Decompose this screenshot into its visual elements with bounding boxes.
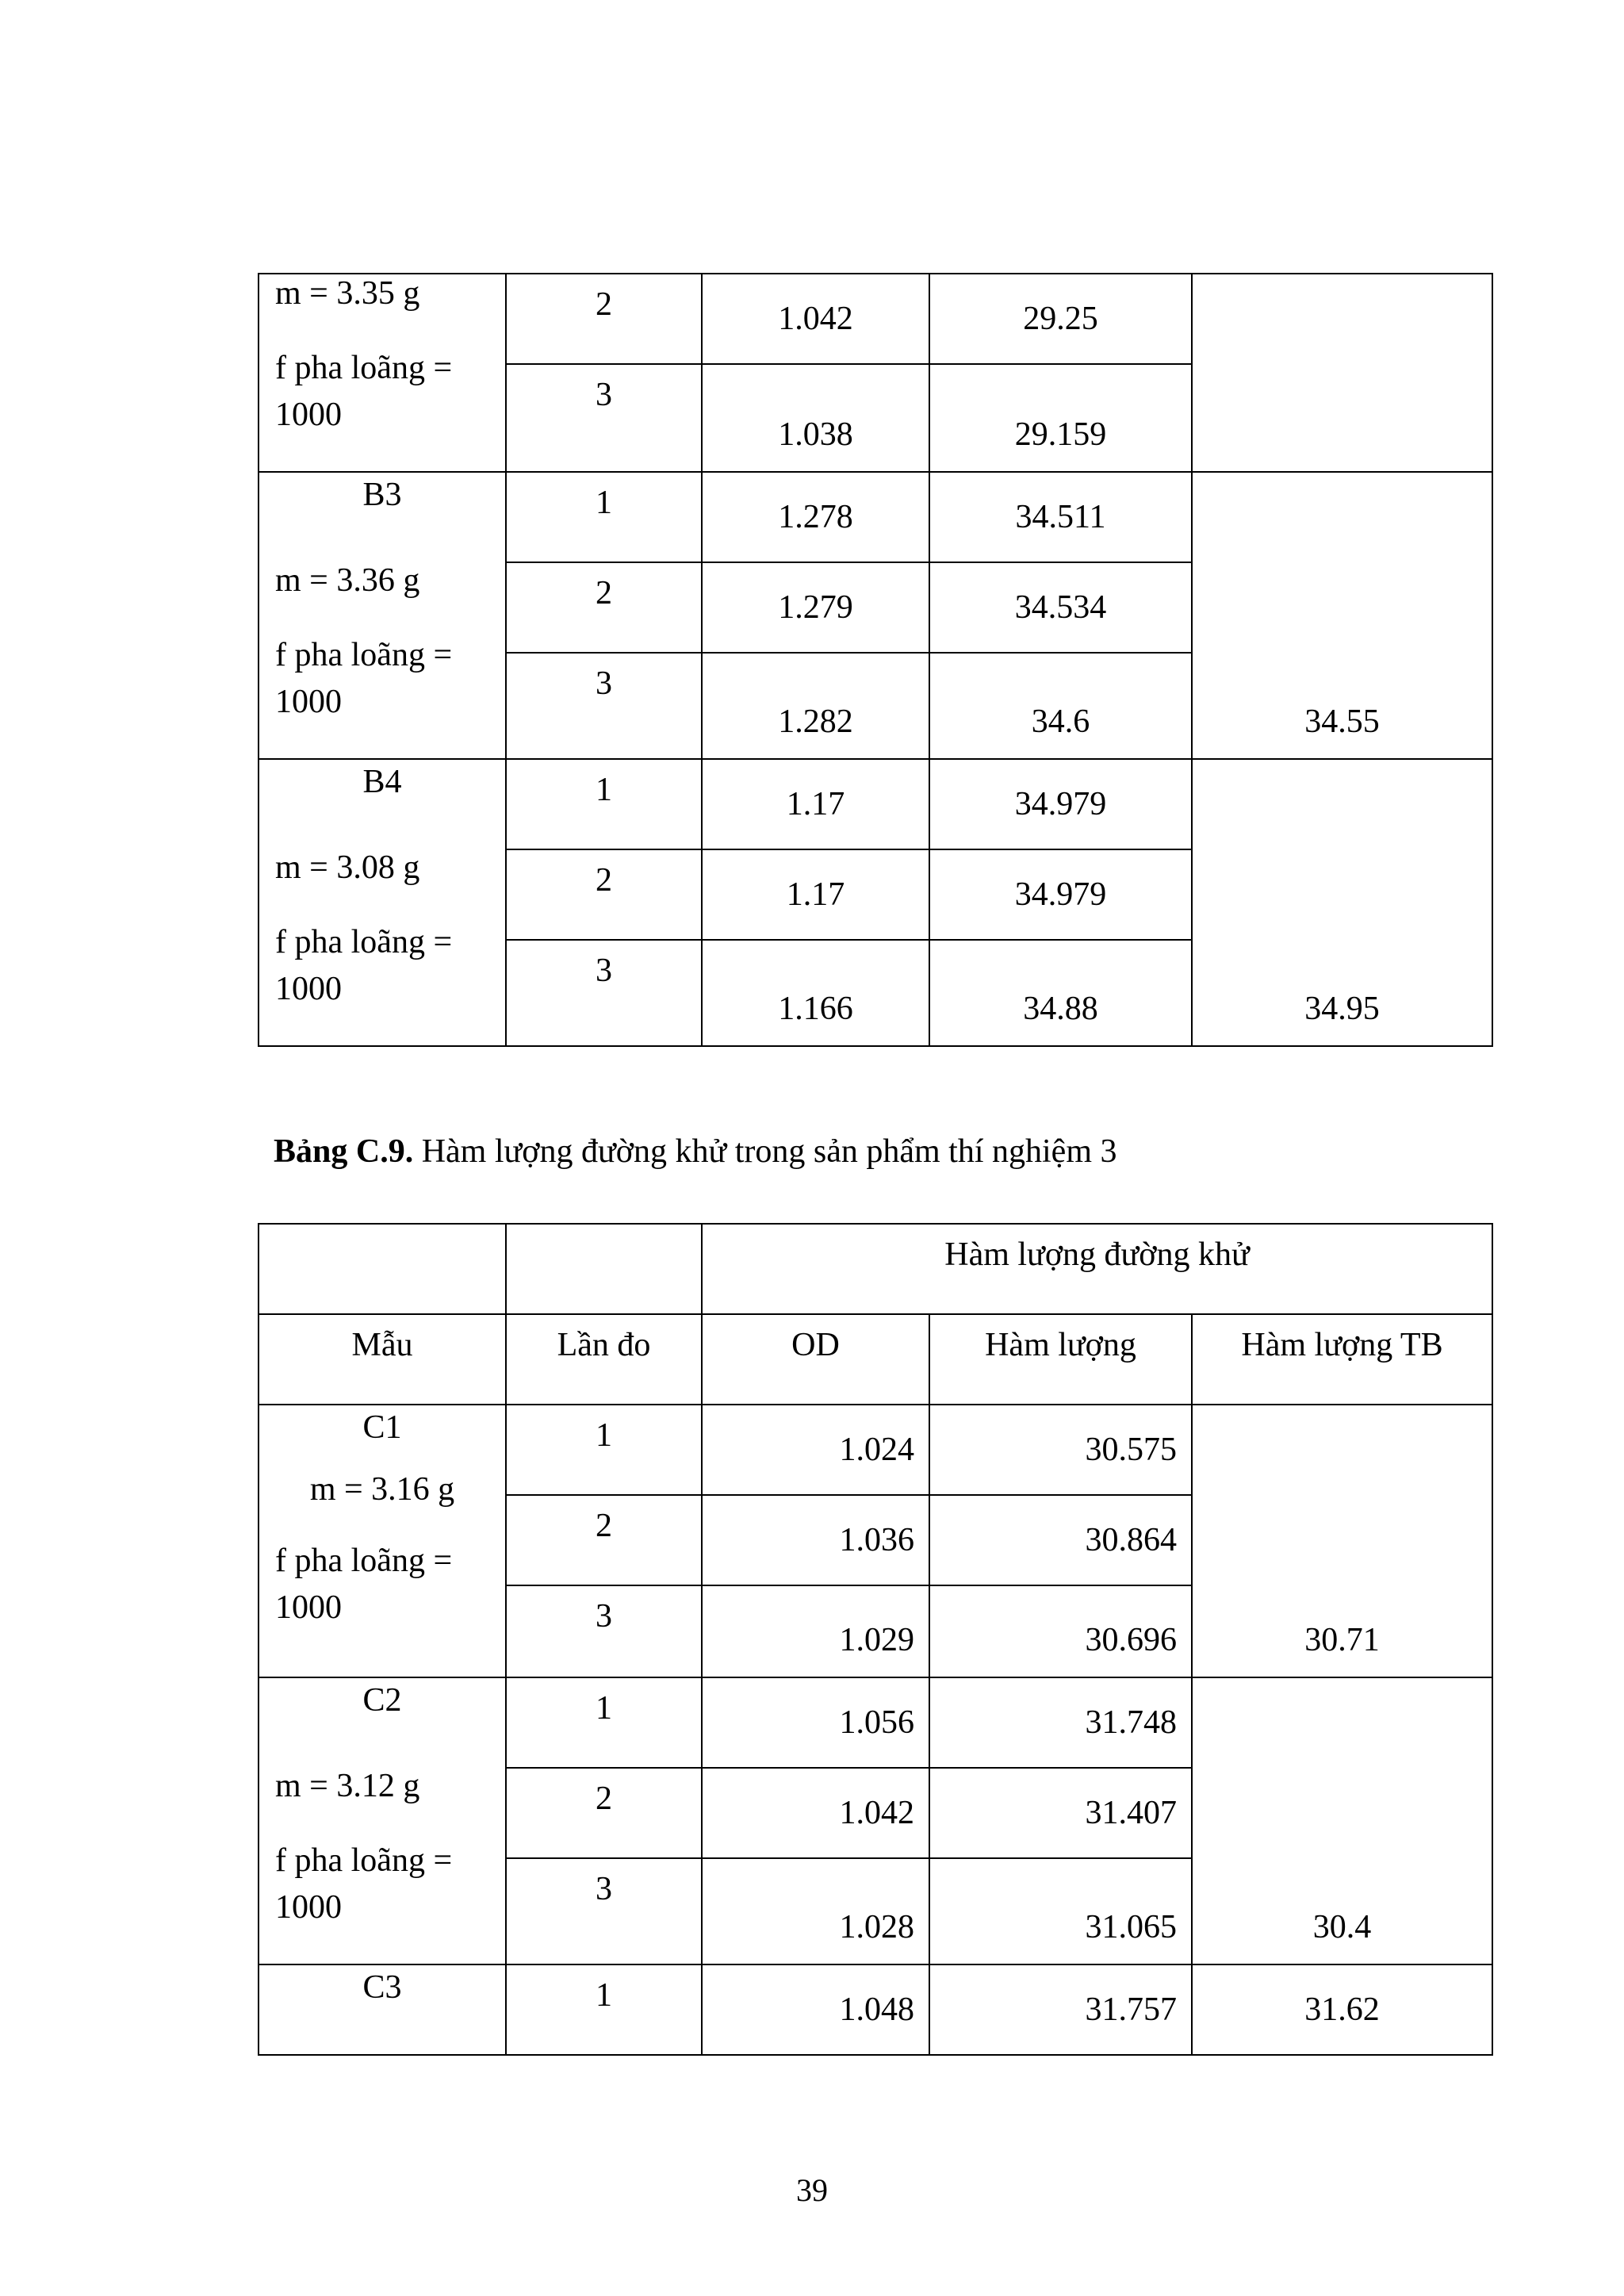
table-row (259, 274, 1492, 364)
content-cell: 31.757 (929, 1964, 1192, 2055)
od-cell: 1.048 (702, 1964, 929, 2055)
header-empty-cell (259, 1224, 506, 1314)
content-cell: 34.979 (929, 759, 1192, 849)
measure-cell: 2 (506, 274, 702, 364)
od-cell: 1.166 (702, 940, 929, 1046)
od-cell: 1.056 (702, 1677, 929, 1768)
od-cell: 1.028 (702, 1858, 929, 1964)
od-cell: 1.042 (702, 274, 929, 364)
avg-cell (1192, 274, 1492, 472)
sample-mass: m = 3.35 g (275, 275, 420, 312)
sample-mass: m = 3.08 g (275, 849, 420, 886)
table-header-row (259, 1224, 1492, 1314)
sample-cell (259, 1405, 506, 1677)
avg-cell: 34.95 (1192, 759, 1492, 1046)
content-cell: 30.696 (929, 1585, 1192, 1677)
sample-id: B4 (362, 764, 402, 800)
sample-cell (259, 472, 506, 759)
measure-cell: 3 (506, 1858, 702, 1964)
od-cell: 1.024 (702, 1405, 929, 1495)
od-cell: 1.042 (702, 1768, 929, 1858)
sample-dilution-value: 1000 (275, 684, 342, 720)
sample-dilution: f pha loãng = (275, 637, 453, 673)
sample-id: B3 (362, 477, 402, 513)
content-cell: 31.748 (929, 1677, 1192, 1768)
content-cell: 29.25 (929, 274, 1192, 364)
od-cell: 1.279 (702, 562, 929, 653)
measure-cell: 1 (506, 759, 702, 849)
sample-cell (259, 1964, 506, 2055)
measure-cell: 1 (506, 472, 702, 562)
sample-dilution: f pha loãng = (275, 350, 453, 386)
avg-cell: 34.55 (1192, 472, 1492, 759)
table-row (259, 759, 1492, 849)
column-header-avg: Hàm lượng TB (1192, 1314, 1492, 1405)
measure-cell: 2 (506, 1495, 702, 1585)
table-row (259, 1964, 1492, 2055)
caption-label: Bảng C.9. (274, 1133, 414, 1170)
caption-text: Hàm lượng đường khử trong sản phẩm thí nghiệm 3 (413, 1133, 1117, 1170)
header-empty-cell (506, 1224, 702, 1314)
sample-cell (259, 1677, 506, 1964)
content-cell: 29.159 (929, 364, 1192, 472)
group-header: Hàm lượng đường khử (944, 1236, 1250, 1273)
sample-id: C2 (362, 1682, 402, 1719)
od-cell: 1.029 (702, 1585, 929, 1677)
od-cell: 1.17 (702, 759, 929, 849)
results-table-continued (258, 273, 1493, 1047)
measure-cell: 3 (506, 1585, 702, 1677)
sample-dilution-value: 1000 (275, 397, 342, 433)
measure-cell: 3 (506, 940, 702, 1046)
measure-cell: 3 (506, 653, 702, 759)
column-header-content: Hàm lượng (929, 1314, 1192, 1405)
od-cell: 1.17 (702, 849, 929, 940)
sample-dilution-value: 1000 (275, 971, 342, 1007)
sample-mass: m = 3.16 g (309, 1471, 455, 1508)
od-cell: 1.038 (702, 364, 929, 472)
content-cell: 31.065 (929, 1858, 1192, 1964)
content-cell: 34.6 (929, 653, 1192, 759)
od-cell: 1.036 (702, 1495, 929, 1585)
content-cell: 31.407 (929, 1768, 1192, 1858)
measure-cell: 1 (506, 1964, 702, 2055)
sample-dilution-value: 1000 (275, 1589, 342, 1626)
content-cell: 34.979 (929, 849, 1192, 940)
sample-id: C3 (362, 1969, 402, 2006)
sample-dilution: f pha loãng = (275, 924, 453, 960)
page-number: 39 (796, 2172, 828, 2208)
sample-mass: m = 3.12 g (275, 1768, 420, 1804)
sample-dilution-value: 1000 (275, 1889, 342, 1926)
measure-cell: 3 (506, 364, 702, 472)
table-row (259, 1405, 1492, 1495)
sample-id: C1 (362, 1409, 402, 1446)
od-cell: 1.282 (702, 653, 929, 759)
od-cell: 1.278 (702, 472, 929, 562)
sample-cell (259, 274, 506, 472)
content-cell: 34.511 (929, 472, 1192, 562)
column-header-od: OD (702, 1314, 929, 1405)
avg-cell: 30.4 (1192, 1677, 1492, 1964)
table-c9 (258, 1223, 1493, 2056)
column-header-sample: Mẫu (259, 1314, 506, 1405)
sample-dilution: f pha loãng = (275, 1543, 453, 1579)
column-header-measure: Lần đo (506, 1314, 702, 1405)
table-row (259, 1677, 1492, 1768)
group-header-cell (702, 1224, 1492, 1314)
sample-dilution: f pha loãng = (275, 1842, 453, 1879)
table-caption (274, 1133, 1117, 1171)
content-cell: 34.88 (929, 940, 1192, 1046)
measure-cell: 1 (506, 1677, 702, 1768)
measure-cell: 2 (506, 849, 702, 940)
sample-cell (259, 759, 506, 1046)
content-cell: 34.534 (929, 562, 1192, 653)
measure-cell: 2 (506, 562, 702, 653)
table-header-row (259, 1314, 1492, 1405)
avg-cell: 31.62 (1192, 1964, 1492, 2055)
measure-cell: 2 (506, 1768, 702, 1858)
sample-mass: m = 3.36 g (275, 562, 420, 599)
avg-cell: 30.71 (1192, 1405, 1492, 1677)
content-cell: 30.575 (929, 1405, 1192, 1495)
table-row (259, 472, 1492, 562)
content-cell: 30.864 (929, 1495, 1192, 1585)
measure-cell: 1 (506, 1405, 702, 1495)
